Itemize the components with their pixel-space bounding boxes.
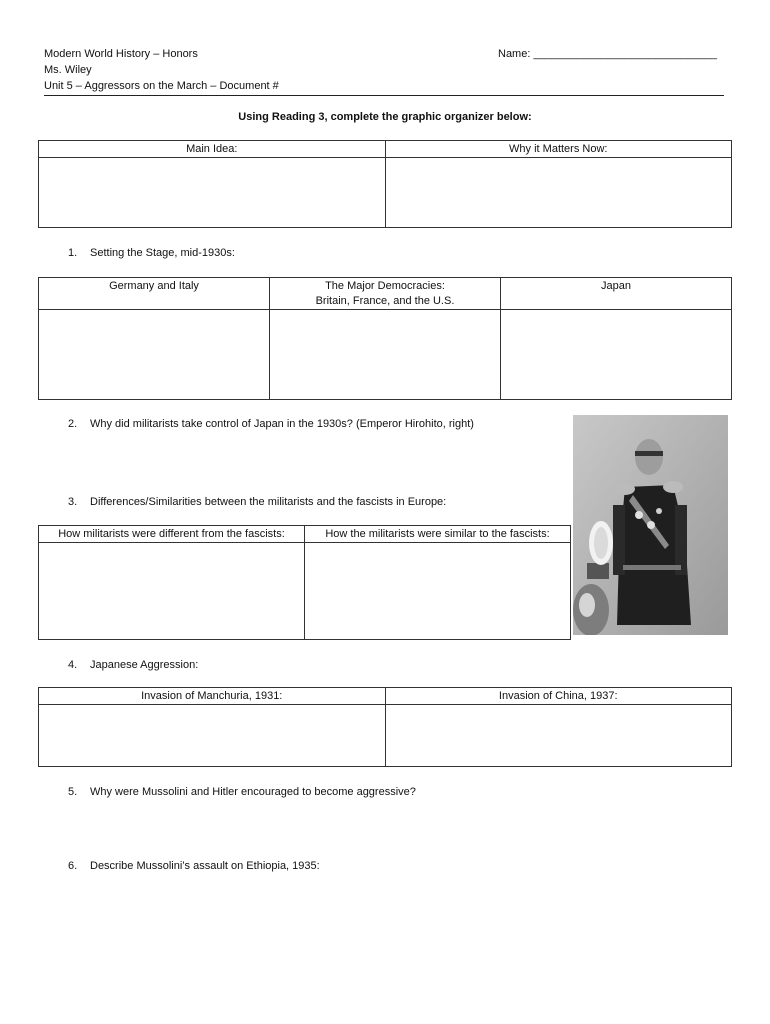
question-4-number: 4. [68, 659, 78, 671]
question-3-text: Differences/Similarities between the militarists and the fascists in Europe: [90, 496, 447, 508]
unit-title: Unit 5 – Aggressors on the March – Document # [44, 80, 279, 92]
main-idea-table [38, 140, 732, 228]
question-6-text: Describe Mussolini’s assault on Ethiopia, 1935: [90, 860, 320, 872]
manchuria-header: Invasion of Manchuria, 1931: [39, 688, 386, 705]
header-divider [44, 95, 724, 96]
emperor-hirohito-photo [573, 415, 728, 635]
question-1-text: Setting the Stage, mid-1930s: [90, 247, 235, 259]
different-cell[interactable] [39, 543, 305, 640]
question-2-text: Why did militarists take control of Japan in the 1930s? (Emperor Hirohito, right) [90, 418, 474, 430]
compare-table [38, 525, 571, 640]
main-idea-header: Main Idea: [39, 141, 386, 158]
why-it-matters-header: Why it Matters Now: [385, 141, 732, 158]
course-title: Modern World History – Honors [44, 48, 198, 60]
emperor-photo-drawing [573, 415, 728, 635]
democracies-cell[interactable] [270, 310, 501, 400]
question-1-number: 1. [68, 247, 78, 259]
similar-cell[interactable] [305, 543, 571, 640]
instruction-text: Using Reading 3, complete the graphic organizer below: [238, 111, 532, 123]
question-5-number: 5. [68, 786, 78, 798]
question-5-text: Why were Mussolini and Hitler encouraged to become aggressive? [90, 786, 416, 798]
question-4-text: Japanese Aggression: [90, 659, 199, 671]
germany-italy-header: Germany and Italy [39, 278, 270, 310]
democracies-header-line2: Britain, France, and the U.S. [315, 295, 455, 307]
democracies-header [270, 278, 501, 310]
manchuria-cell[interactable] [39, 705, 386, 767]
germany-italy-cell[interactable] [39, 310, 270, 400]
china-header: Invasion of China, 1937: [385, 688, 732, 705]
japan-cell[interactable] [501, 310, 732, 400]
why-it-matters-cell[interactable] [385, 158, 732, 228]
similar-header: How the militarists were similar to the fascists: [305, 526, 571, 543]
teacher-name: Ms. Wiley [44, 64, 92, 76]
china-cell[interactable] [385, 705, 732, 767]
japan-header: Japan [501, 278, 732, 310]
democracies-header-line1: The Major Democracies: [325, 280, 445, 292]
setting-stage-table [38, 277, 732, 400]
aggression-table [38, 687, 732, 767]
question-2-number: 2. [68, 418, 78, 430]
name-field[interactable]: Name: ______________________________ [498, 48, 717, 60]
main-idea-cell[interactable] [39, 158, 386, 228]
question-6-number: 6. [68, 860, 78, 872]
question-3-number: 3. [68, 496, 78, 508]
different-header: How militarists were different from the fascists: [39, 526, 305, 543]
